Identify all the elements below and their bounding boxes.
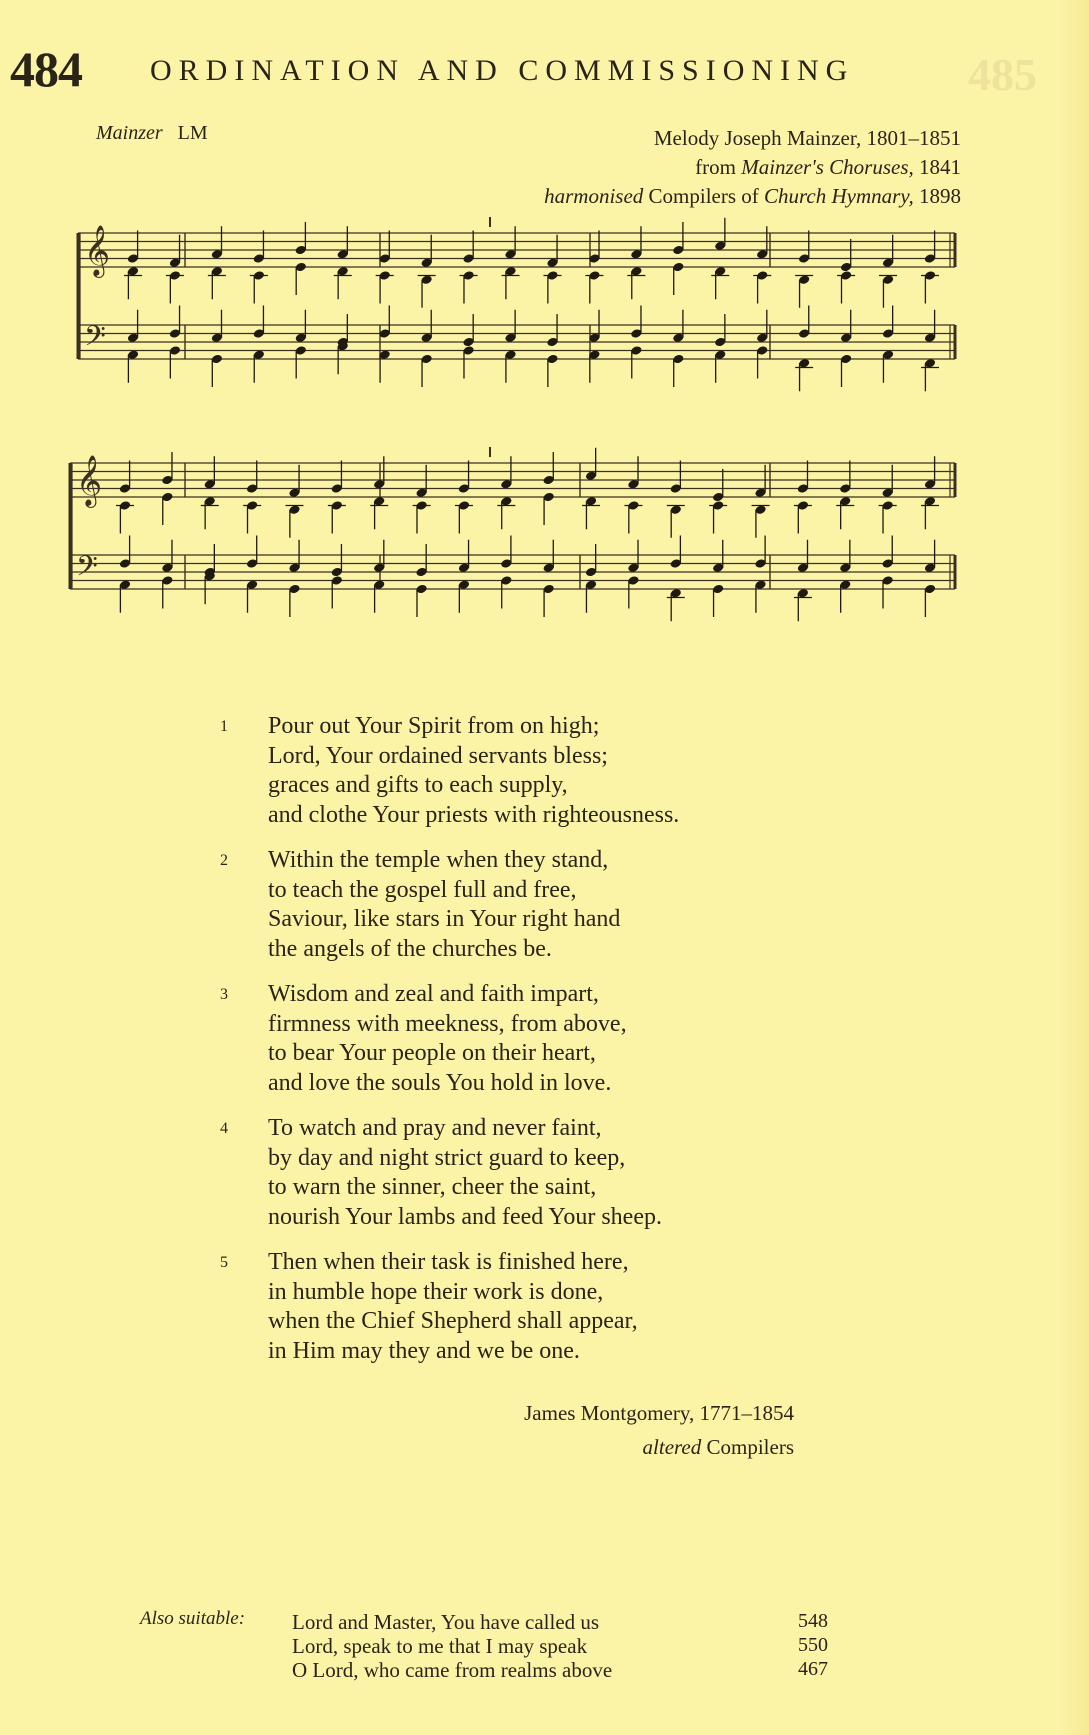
verse-line: when the Chief Shepherd shall appear, [268,1308,638,1334]
also-suitable-item[interactable] [292,1610,852,1634]
altered-credit: altered Compilers [642,1435,794,1459]
hymn-number: 484 [10,41,82,97]
also-suitable-item[interactable] [292,1634,852,1658]
verse-line: To watch and pray and never faint, [268,1115,602,1141]
verse-number: 5 [220,1254,228,1271]
item-number: 550 [798,1634,828,1656]
item-title: O Lord, who came from realms above [292,1658,613,1682]
verse-line: in Him may they and we be one. [268,1337,580,1364]
music-score [60,215,960,675]
words-credit [394,1396,794,1464]
source-credit: from Mainzer's Choruses, 1841 [695,155,961,179]
verse-line: by day and night strict guard to keep, [268,1144,626,1171]
verse-line: Lord, Your ordained servants bless; [268,742,608,769]
music-credits [401,124,961,211]
treble-clef-icon: 𝄞 [84,225,111,276]
verse-line: to bear Your people on their heart, [268,1040,596,1066]
verse-line: firmness with meekness, from above, [268,1010,627,1037]
item-title: Lord and Master, You have called us [292,1610,600,1634]
author-credit: James Montgomery, 1771–1854 [524,1401,794,1425]
tune-meter: LM [177,122,208,144]
verse-5 [220,1248,820,1366]
item-number: 548 [798,1610,828,1632]
harmony-credit: harmonised Compilers of Church Hymnary, 1898 [544,184,961,208]
verse-line: the angels of the churches be. [268,935,552,962]
verse-3 [220,980,820,1098]
page-edge [1059,0,1089,1735]
tune-info [96,122,208,145]
verse-1 [220,712,820,830]
facing-page-number: 485 [968,49,1037,100]
treble-clef-icon: 𝄞 [76,455,103,506]
verse-2 [220,846,820,964]
verse-line: graces and gifts to each supply, [268,772,568,798]
verse-line: and love the souls You hold in love. [268,1069,612,1096]
hymn-verses [220,712,820,1382]
verse-line: and clothe Your priests with righteousness. [268,801,680,828]
verse-line: Then when their task is finished here, [268,1249,629,1275]
verse-line: Within the temple when they stand, [268,847,609,873]
verse-number: 2 [220,852,228,869]
bass-clef-icon: 𝄢 [76,550,98,590]
verse-line: to warn the sinner, cheer the saint, [268,1174,597,1200]
section-title: ORDINATION AND COMMISSIONING [150,54,855,87]
verse-number: 4 [220,1120,228,1137]
verse-number: 1 [220,718,228,735]
verse-line: Wisdom and zeal and faith impart, [268,981,599,1007]
verse-4 [220,1114,820,1232]
verse-number: 3 [220,986,228,1003]
tune-name: Mainzer [96,122,163,144]
melody-credit: Melody Joseph Mainzer, 1801–1851 [653,126,961,150]
also-suitable-label: Also suitable: [140,1608,246,1629]
also-suitable-item[interactable] [292,1658,852,1682]
verse-line: nourish Your lambs and feed Your sheep. [268,1203,662,1230]
verse-line: in humble hope their work is done, [268,1278,604,1305]
bass-clef-icon: 𝄢 [84,320,106,360]
verse-line: Pour out Your Spirit from on high; [268,713,600,739]
item-title: Lord, speak to me that I may speak [292,1634,588,1658]
verse-line: Saviour, like stars in Your right hand [268,906,621,932]
verse-line: to teach the gospel full and free, [268,876,577,903]
item-number: 467 [798,1658,828,1680]
